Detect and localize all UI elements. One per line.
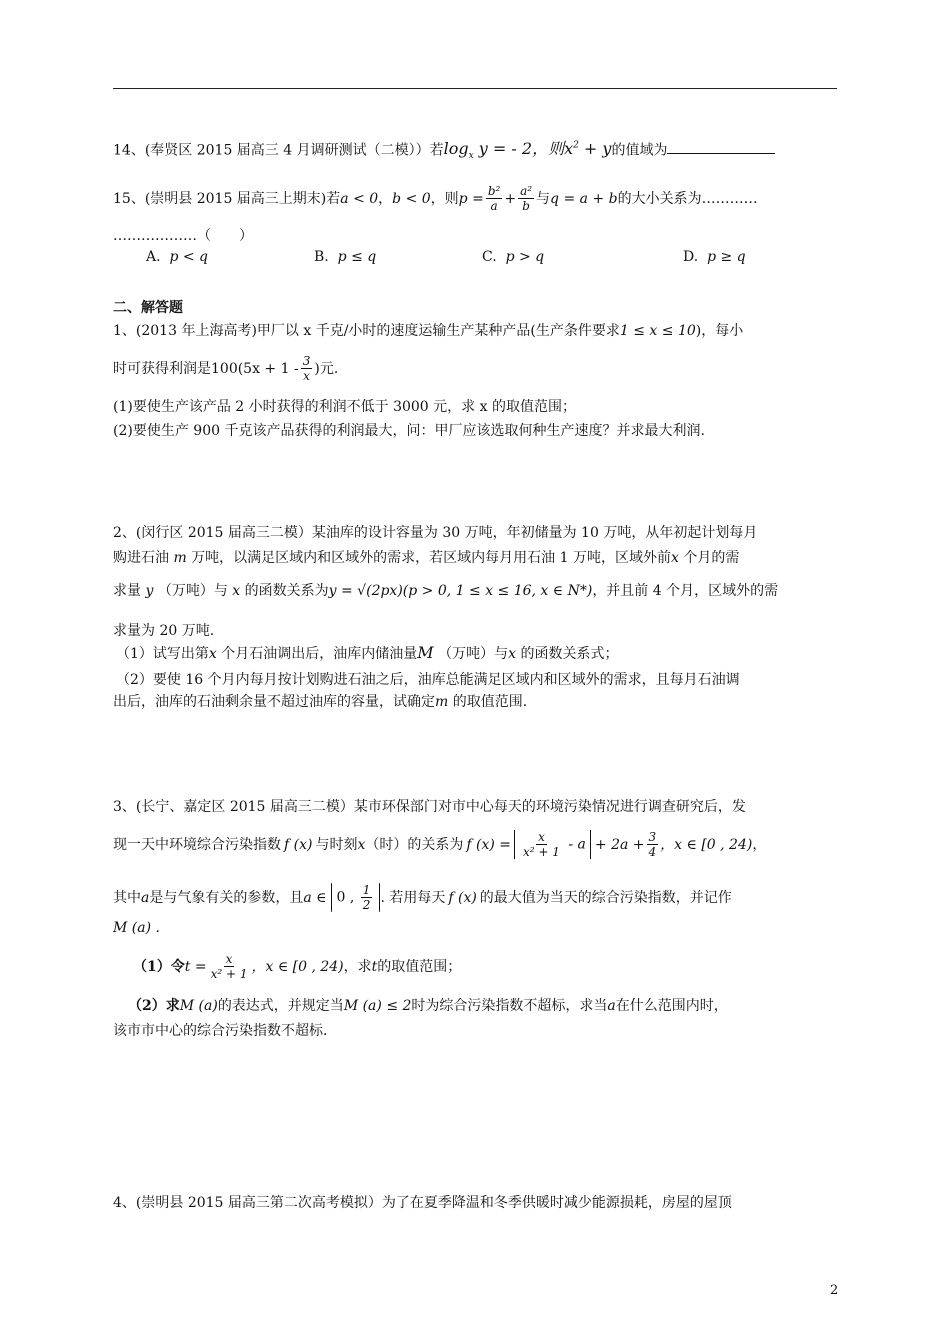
numerator: 1: [362, 883, 371, 897]
q2-text: （1）试写出第: [116, 646, 209, 662]
numerator: 3: [302, 354, 311, 368]
q2-sub2-cont: [113, 692, 527, 712]
option-b: [314, 247, 376, 267]
q1-condition: 1 ≤ x ≤ 10: [619, 323, 696, 339]
denominator: 4: [648, 845, 657, 859]
denominator: x: [303, 369, 310, 383]
plus: +: [504, 190, 517, 207]
problem-14-eq: y = - 2，则x: [473, 139, 574, 159]
q2-text: 个月的需: [683, 550, 740, 566]
q-eq: q = a + b: [550, 190, 618, 207]
q3-text: 在什么范围内时，: [615, 998, 728, 1014]
q3-text: 时为综合污染指数不超标，求当: [411, 998, 608, 1014]
cond-a: a < 0: [340, 190, 379, 207]
domain: ，x ∈ [0 , 24): [251, 958, 344, 975]
problem-14: [113, 136, 775, 167]
option-a: [146, 247, 208, 267]
q1-sub1: (1)要使生产该产品 2 小时获得的利润不低于 3000 元，求 x 的取值范围；: [113, 399, 576, 415]
problem-14-math: [443, 139, 612, 162]
q1-text: 时可获得利润是: [113, 360, 211, 377]
problem-14-source: 14、(奉贤区 2015 届高三 4 月调研测试（二模））若: [113, 142, 444, 159]
q1-text: )，每小: [695, 323, 744, 339]
q2-sub1: [116, 643, 618, 664]
q1-text: 元.: [319, 360, 339, 377]
option-label: C.: [482, 249, 497, 265]
option-math: p < q: [169, 249, 209, 265]
q2-line3: [113, 581, 778, 601]
section-title: 二、解答题: [113, 300, 183, 316]
var-x: x: [508, 646, 517, 662]
q1-text: 1、(2013 年上海高考)甲厂以 x 千克/小时的速度运输生产某种产品(生产条件要求: [113, 323, 620, 339]
q3-text: （1）令: [133, 958, 185, 975]
tail-expr: + 2a +: [594, 836, 645, 853]
f-eq: f (x) =: [466, 836, 511, 853]
problem-15-source: 15、(崇明县 2015 届高三上期末)若: [113, 190, 341, 207]
log-base: x: [468, 151, 474, 162]
q3-text: 的取值范围；: [377, 958, 462, 975]
q2-text: 的函数关系为: [244, 583, 329, 599]
q2-text: 求量: [113, 583, 141, 599]
q2-text: 个月石油调出后，油库内储油量: [221, 646, 418, 662]
problem-15: [113, 184, 758, 213]
t-eq: t =: [184, 958, 207, 975]
q2-text: （万吨）与: [438, 646, 509, 662]
domain: ，x ∈ [0 , 24): [660, 836, 753, 853]
option-d: [683, 247, 746, 267]
var-m: m: [435, 694, 449, 710]
fraction: [361, 883, 373, 912]
q3-text: 现一天中环境综合污染指数: [113, 836, 281, 853]
q3-text: （时）的关系为: [365, 836, 464, 853]
option-label: A.: [146, 249, 161, 265]
denominator: b: [522, 199, 530, 213]
var-y: y: [145, 583, 154, 599]
q3-line1: 3、(长宁、嘉定区 2015 届高三二模）某市环保部门对市中心每天的环境污染情况进行调查研究后，发: [113, 799, 746, 815]
sep: ，则: [430, 190, 459, 207]
q3-text: ，: [752, 836, 767, 853]
problem-14-eq2: + y: [578, 139, 612, 159]
q3-sub2-cont: 该市市中心的综合污染指数不超标.: [113, 1023, 328, 1039]
absolute-value: [514, 830, 591, 859]
q3-text: 其中: [113, 889, 141, 906]
fraction: [486, 184, 503, 213]
denominator: 2: [362, 898, 371, 912]
var-x: x: [232, 583, 241, 599]
q3-text: 的表达式，并规定当: [217, 998, 344, 1014]
interval-left: 0 ,: [336, 889, 355, 906]
denominator: a: [490, 199, 498, 213]
cond-b: b < 0: [392, 190, 431, 207]
a-in: a ∈: [303, 889, 327, 906]
q2-sub2: （2）要使 16 个月内每月按计划购进石油之后，油库总能满足区域内和区域外的需求，且每月石油调: [116, 672, 740, 688]
var-x: x: [671, 550, 679, 566]
page-number: 2: [830, 1283, 839, 1298]
f-of-x: f (x): [284, 836, 313, 853]
var-a: a: [141, 889, 150, 906]
M-cond: M (a) ≤ 2: [343, 998, 412, 1014]
q1-expr: ): [314, 360, 320, 377]
M-of-a: M (a) .: [113, 920, 160, 936]
q2-text: （万吨）与: [157, 583, 228, 599]
option-math: p ≥ q: [707, 249, 746, 265]
fraction: [647, 830, 659, 859]
q3-line4: [113, 918, 160, 938]
var-x: x: [357, 836, 366, 853]
q2-text: 万吨，以满足区域内和区域外的需求，若区域内每月用石油 1 万吨，区域外前: [191, 550, 671, 566]
fraction: [209, 952, 250, 981]
q3-sub1: [133, 952, 461, 981]
fraction: [521, 830, 562, 859]
q3-text: 的最大值为当天的综合污染指数，并记作: [479, 889, 732, 906]
q2-formula: y = √(2px)(p > 0, 1 ≤ x ≤ 16, x ∈ N*): [328, 583, 593, 599]
q1-expr: 100(5x + 1 -: [211, 360, 299, 377]
mid-text: 与: [536, 190, 551, 207]
interval: [331, 883, 381, 912]
q3-text: . 若用每天: [380, 889, 446, 906]
q4-line1: 4、(崇明县 2015 届高三第二次高考模拟）为了在夏季降温和冬季供暖时减少能源损耗，房屋的屋顶: [113, 1195, 732, 1211]
denominator: x² + 1: [210, 967, 248, 981]
option-label: D.: [683, 249, 699, 265]
problem-15-suffix: 的大小关系为…………: [617, 190, 758, 207]
var-t: t: [371, 958, 378, 975]
problem-15-line2: ………………（ ）: [113, 228, 253, 244]
sep: ，: [378, 190, 393, 207]
q3-text: （2）求: [128, 998, 180, 1014]
q3-text: 与时刻: [315, 836, 358, 853]
q1-line1: [113, 321, 743, 341]
problem-14-exp: 2: [573, 141, 579, 151]
option-c: [482, 247, 544, 267]
var-m: m: [173, 550, 187, 566]
header-rule: [113, 88, 837, 89]
option-math: p > q: [505, 249, 545, 265]
numerator: 3: [648, 830, 657, 844]
answer-blank: [667, 139, 775, 154]
M-of-a: M (a): [179, 998, 218, 1014]
log-text: log: [443, 139, 469, 159]
q2-text: 出后，油库的石油剩余量不超过油库的容量，试确定: [113, 694, 435, 710]
q1-line2: [113, 354, 338, 383]
numerator: x: [538, 830, 545, 844]
q2-line1: 2、(闵行区 2015 届高三二模）某油库的设计容量为 30 万吨，年初储量为 10 万吨，从年初起计划每月: [113, 525, 758, 541]
q2-text: 的取值范围.: [452, 694, 528, 710]
numerator: a²: [520, 184, 533, 198]
minus-a: - a: [568, 836, 586, 853]
q2-text: 购进石油: [113, 550, 169, 566]
numerator: b²: [487, 184, 501, 198]
option-label: B.: [314, 249, 329, 265]
var-a: a: [607, 998, 616, 1014]
p-eq: p =: [458, 190, 484, 207]
q3-line3: [113, 883, 732, 912]
q2-text: ，并且前 4 个月，区域外的需: [592, 583, 779, 599]
var-M: M: [417, 643, 434, 662]
f-of-x: f (x): [448, 889, 477, 906]
fraction: [518, 184, 534, 213]
q3-text: ，求: [343, 958, 372, 975]
denominator: x² + 1: [523, 845, 560, 859]
q3-line2: [113, 830, 766, 859]
problem-14-suffix: 的值域为: [611, 142, 668, 159]
q2-line4: 求量为 20 万吨.: [113, 623, 215, 639]
numerator: x: [225, 952, 233, 966]
problem-15-options: [146, 247, 786, 267]
q3-sub2: [128, 996, 728, 1016]
fraction: [301, 354, 313, 383]
q3-text: 是与气象有关的参数，且: [149, 889, 304, 906]
q2-text: 的函数关系式；: [520, 646, 619, 662]
q2-line2: [113, 548, 739, 568]
var-x: x: [208, 646, 217, 662]
option-math: p ≤ q: [337, 249, 377, 265]
q1-sub2: (2)要使生产 900 千克该产品获得的利润最大，问：甲厂应该选取何种生产速度？并求最大利润.: [113, 423, 705, 439]
